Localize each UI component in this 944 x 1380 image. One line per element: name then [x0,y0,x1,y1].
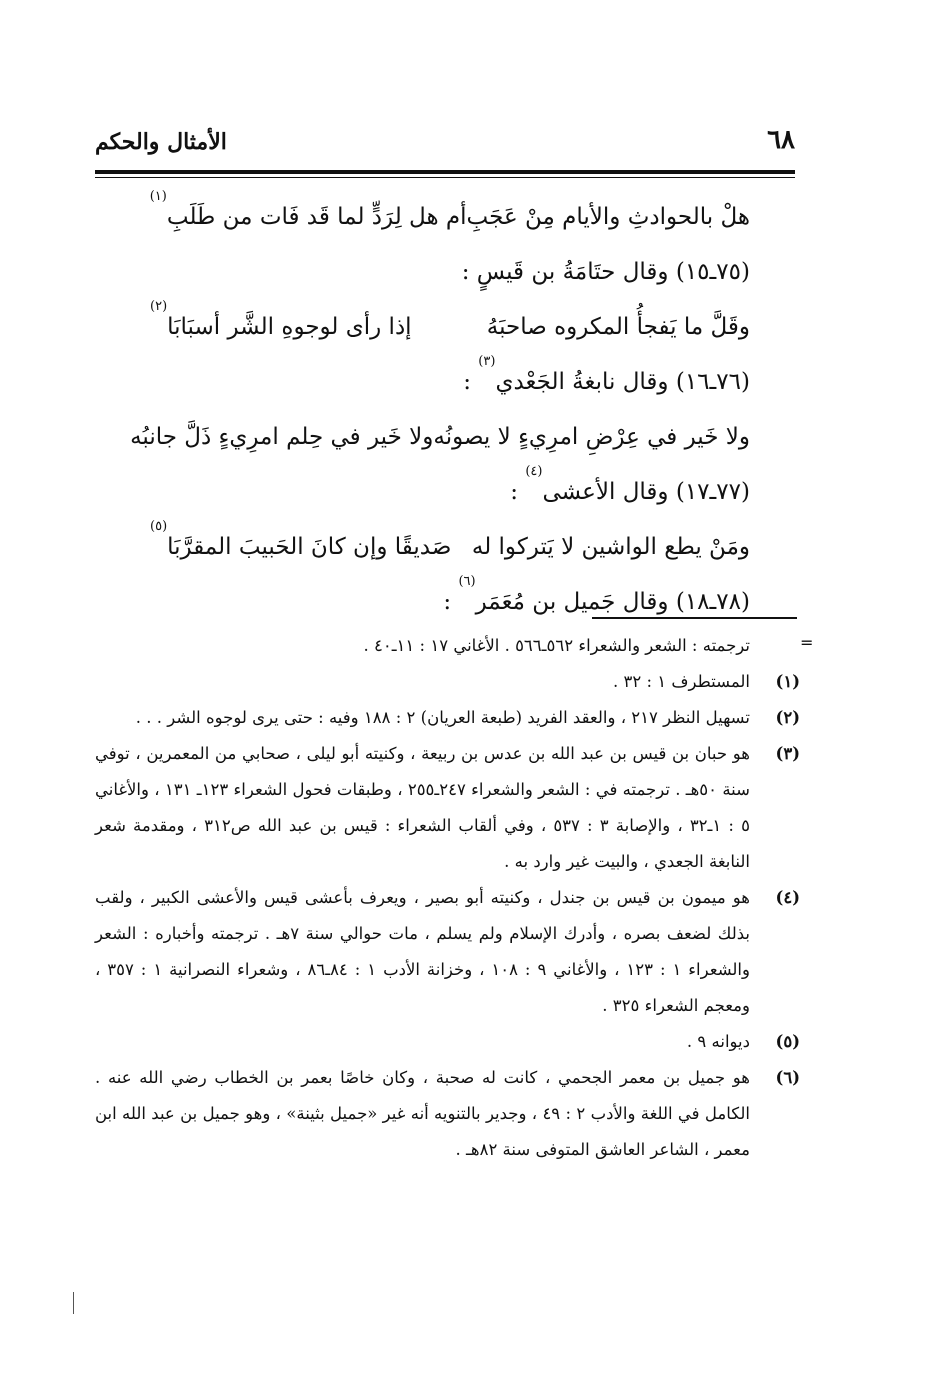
running-title: الأمثال والحكم [95,129,227,155]
verse-second-hemistich: إذا رأى لوجوهِ الشَّر أسبَابَا$^{(٢)}$ [150,299,412,340]
verse-first-hemistich: هلْ بالحوادثِ والأيام مِنْ عَجَبِ [466,204,750,230]
verse-first-hemistich: وقَلَّ ما يَفجأُ المكروه صاحبَهُ [486,314,750,340]
page-header [95,125,795,165]
footnote [95,1024,800,1060]
footnote-number: (٥) [775,1032,800,1051]
footnote-number: (٢) [775,708,800,727]
footnote [95,1060,800,1168]
header-rule-thick [95,170,795,174]
footnotes [95,628,800,1168]
verse-line [150,300,750,355]
footnote-text: المستطرف ١ : ٣٢ . [612,672,750,691]
entry-heading: (٧٧ـ١٧) وقال الأعشى$^{(٤)}$ : [510,464,750,505]
main-text [130,189,750,630]
footnote-number: (١) [775,672,800,691]
footnote-ref: (٥) [150,519,168,534]
entry-heading: (٧٦ـ١٦) وقال نابغةُ الجَعْدي$^{(٣)}$ : [463,354,750,395]
footnote-number: (٣) [775,744,800,763]
footnote-ref: (١) [149,189,167,204]
verse-first-hemistich: ومَنْ يطع الواشين لا يَتركوا له [471,534,750,560]
verse-first-hemistich: ولا خَير في عِرْضِ امرِيءٍ لا يصونُه [433,424,750,450]
footnote-separator [592,617,797,619]
footnote-ref: (٢) [150,299,168,314]
verse-line [150,190,750,245]
footnote-text: هو حبان بن قيس بن عبد الله بن عدس بن ربيعة ، وكنيته أبو ليلى ، صحابي من المعمرين ، توفي سنة ٥٠هـ . ترجمته في : الشعر والشعراء ٢٤٧ـ٢٥٥ ، وطبقات فحول الشعراء ١٢٣ـ ١٣١ ، والأغاني ٥ : ١ـ٣٢ ، والإصابة ٣ : ٥٣٧ ، وفي ألقاب الشعراء : قيس بن عبد الله ص٣١٢ ، ومقدمة شعر النابغة الجعدي ، والبيت غير وارد به . [95,744,750,871]
footnote [95,880,800,1024]
margin-mark [73,1292,74,1314]
verse-line [130,410,750,465]
footnote-text: تسهيل النظر ٢١٧ ، والعقد الفريد (طبعة العريان) ٢ : ١٨٨ وفيه : حتى يرى لوجوه الشر . . . [135,708,750,727]
footnote-continued: ترجمته : الشعر والشعراء ٥٦٢ـ٥٦٦ . الأغاني ١٧ : ١١ـ٤٠ . [363,636,750,655]
footnote [95,664,800,700]
footnote-text: هو جميل بن معمر الجحمي ، كانت له صحبة ، وكان خاصًا بعمر بن الخطاب رضي الله عنه . الكامل في اللغة والأدب ٢ : ٤٩ ، وجدير بالتنويه أنه غير «جميل بثينة» ، وهو جميل بن عبد الله ابن معمر ، الشاعر العاشق المتوفى سنة ٨٢هـ . [95,1068,750,1159]
page-number: ٦٨ [767,125,795,155]
entry-heading: (٧٨ـ١٨) وقال جَميل بن مُعَمَر$^{(٦)}$ : [443,574,750,615]
continuation-mark: = [800,633,814,652]
entry-heading: (٧٥ـ١٥) وقال حتَامَةُ بن قَيسٍ : [461,259,750,285]
footnote-number: (٤) [775,888,800,907]
footnote-number: (٦) [775,1068,800,1087]
verse-line [150,520,750,575]
footnote-text: هو ميمون بن قيس بن جندل ، وكنيته أبو بصير ، ويعرف بأعشى قيس والأعشى الكبير ، ولقب بذلك لضعف بصره ، وأدرك الإسلام ولم يسلم ، مات حوالي سنة ٧هـ . ترجمته وأخباره : الشعر والشعراء ١ : ١٢٣ ، والأغاني ٩ : ١٠٨ ، وخزانة الأدب ١ : ٨٤ـ٨٦ ، وشعراء النصرانية ١ : ٣٥٧ ، ومعجم الشعراء ٣٢٥ . [95,888,750,1015]
footnote [95,736,800,880]
footnote-text: ديوانه ٩ . [686,1032,750,1051]
verse-second-hemistich: ولا خَير في حِلم امرِيءٍ ذَلَّ جانبُه [130,424,434,450]
footnote-ref: (٦) [458,574,476,589]
footnote-ref: (٣) [478,354,496,369]
header-rule-thin [95,177,795,178]
verse-second-hemistich: صَديقًا وإن كانَ الحَبيبَ المقرَّبَا$^{(٥)}$ [150,519,452,560]
footnote [95,700,800,736]
verse-second-hemistich: أم هل لِرَدٍّ لما قَد فَات من طَلَبِ$^{(١)}$ [149,189,467,230]
footnote-ref: (٤) [525,464,543,479]
